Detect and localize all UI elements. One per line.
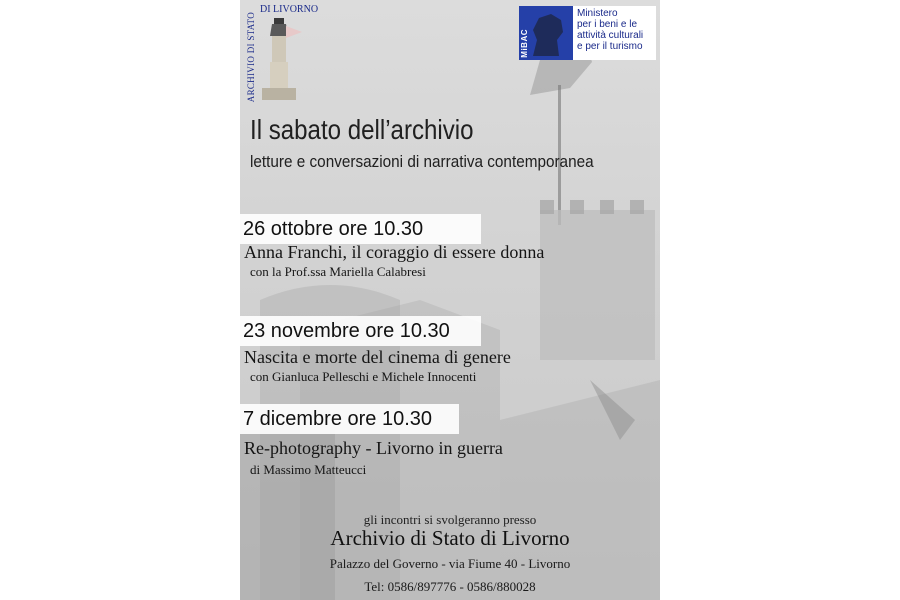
event-title: Anna Franchi, il coraggio di essere donna xyxy=(244,242,545,262)
lighthouse-icon xyxy=(244,2,312,102)
event-title: Re-photography - Livorno in guerra xyxy=(244,438,503,458)
mibac-label: MiBAC xyxy=(520,29,529,58)
event-title: Nascita e morte del cinema di genere xyxy=(244,347,511,367)
archive-logo xyxy=(244,2,319,103)
event-date: 23 novembre ore 10.30 xyxy=(240,316,481,346)
venue-name: Archivio di Stato di Livorno xyxy=(330,526,570,550)
mibac-emblem xyxy=(519,6,573,60)
event-date: 7 dicembre ore 10.30 xyxy=(240,404,459,434)
event-speaker: di Massimo Matteucci xyxy=(250,462,367,477)
mibac-logo xyxy=(519,6,656,60)
archive-logo-vertical-text: ARCHIVIO DI STATO xyxy=(246,12,256,103)
page-subtitle: letture e conversazioni di narrativa contemporanea xyxy=(250,152,594,171)
event-speaker: con la Prof.ssa Mariella Calabresi xyxy=(250,264,426,279)
event-speaker: con Gianluca Pelleschi e Michele Innocenti xyxy=(250,369,477,384)
venue-intro: gli incontri si svolgeranno presso xyxy=(363,512,537,527)
page-title: Il sabato dell’archivio xyxy=(250,114,474,145)
event-date: 26 ottobre ore 10.30 xyxy=(240,214,481,244)
ministry-name: Ministero per i beni e le attività culturali e per il turismo xyxy=(577,8,644,52)
venue-phone: Tel: 0586/897776 - 0586/880028 xyxy=(364,579,536,594)
poster xyxy=(240,0,660,600)
archive-logo-city: DI LIVORNO xyxy=(260,4,319,15)
venue-address: Palazzo del Governo - via Fiume 40 - Livorno xyxy=(329,556,571,571)
